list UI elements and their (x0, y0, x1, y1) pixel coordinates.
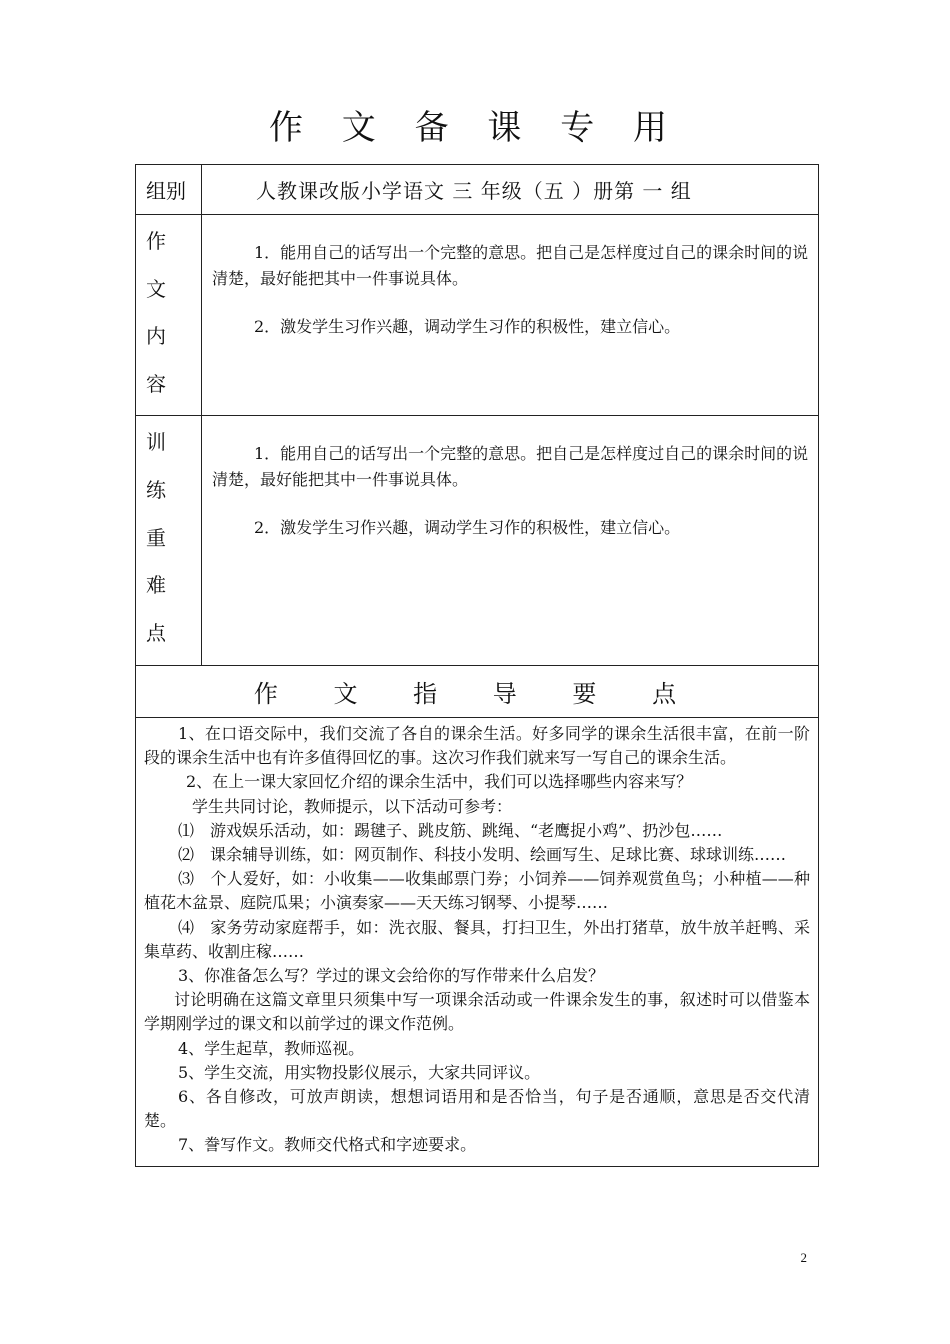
group-value: 人教课改版小学语文 三 年级（五 ）册第 一 组 (256, 179, 692, 203)
group-label: 组别 (136, 165, 202, 214)
guide-paragraph: 7、誊写作文。教师交代格式和字迹要求。 (178, 1135, 477, 1155)
guide-paragraph: 3、你准备怎么写？学过的课文会给你的写作带来什么启发？ (178, 966, 605, 986)
training-label-char: 重 (146, 525, 166, 550)
guide-paragraph: 学生共同讨论，教师提示，以下活动可参考： (192, 796, 513, 816)
guide-paragraph: 6、各自修改，可放声朗读，想想词语用和是否恰当，句子是否通顺，意思是否交代清楚。 (144, 1087, 810, 1131)
guide-paragraph: ⑷ 家务劳动家庭帮手，如：洗衣服、餐具，打扫卫生，外出打猪草，放牛放羊赶鸭、采集草药、收割庄稼…… (144, 917, 810, 961)
guide-text (136, 718, 818, 1166)
guide-paragraph: 5、学生交流，用实物投影仪展示，大家共同评议。 (178, 1062, 541, 1082)
guide-heading: 作 文 指 导 要 点 (136, 666, 818, 718)
guide-paragraph: 1、在口语交际中，我们交流了各自的课余生活。好多同学的课余生活很丰富，在前一阶段的课余生活中也有许多值得回忆的事。这次习作我们就来写一写自己的课余生活。 (144, 724, 810, 768)
content-text (202, 215, 818, 415)
training-row (136, 416, 818, 666)
content-item: 2．激发学生习作兴趣，调动学生习作的积极性，建立信心。 (254, 317, 681, 336)
training-label-char: 练 (146, 477, 166, 502)
content-label (136, 215, 202, 415)
content-item: 1．能用自己的话写出一个完整的意思。把自己是怎样度过自己的课余时间的说清楚，最好能把其中一件事说具体。 (212, 243, 809, 288)
content-label-char: 文 (146, 276, 166, 301)
training-text (202, 416, 818, 665)
guide-paragraph: 讨论明确在这篇文章里只须集中写一项课余活动或一件课余发生的事，叙述时可以借鉴本学期刚学过的课文和以前学过的课文作范例。 (144, 990, 810, 1034)
content-label-char: 作 (146, 229, 166, 253)
guide-paragraph: ⑵ 课余辅导训练，如：网页制作、科技小发明、绘画写生、足球比赛、球球训练…… (178, 845, 787, 865)
training-label-char: 点 (146, 621, 166, 646)
group-row (136, 165, 818, 215)
guide-paragraph: ⑴ 游戏娱乐活动，如：踢毽子、跳皮筋、跳绳、“老鹰捉小鸡”、扔沙包…… (178, 820, 723, 840)
lesson-plan-table (135, 164, 819, 1167)
page-title: 作 文 备 课 专 用 (268, 108, 682, 148)
page-number: 2 (800, 1250, 807, 1265)
content-row (136, 215, 818, 416)
training-item: 1．能用自己的话写出一个完整的意思。把自己是怎样度过自己的课余时间的说清楚，最好能把其中一件事说具体。 (212, 444, 809, 489)
content-label-char: 容 (146, 371, 166, 396)
training-label (136, 416, 202, 665)
training-label-char: 难 (146, 573, 166, 598)
guide-paragraph: ⑶ 个人爱好，如：小收集——收集邮票门券；小饲养——饲养观赏鱼鸟；小种植——种植花木盆景、庭院瓜果；小演奏家——天天练习钢琴、小提琴…… (144, 869, 810, 913)
content-label-char: 内 (146, 324, 166, 348)
guide-paragraph: 4、学生起草，教师巡视。 (178, 1038, 365, 1058)
training-item: 2．激发学生习作兴趣，调动学生习作的积极性，建立信心。 (254, 518, 681, 537)
guide-paragraph: 2、在上一课大家回忆介绍的课余生活中，我们可以选择哪些内容来写？ (186, 772, 693, 792)
guide-row (136, 718, 818, 1166)
training-label-char: 训 (146, 430, 166, 454)
